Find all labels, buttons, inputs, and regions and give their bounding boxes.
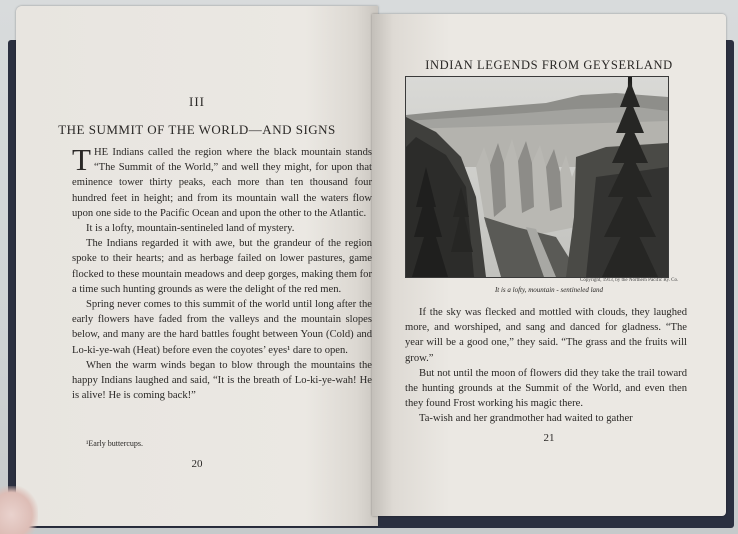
paragraph: But not until the moon of flowers did they take the trail toward the hunting grounds at the Summit of the World, and even then they found Frost working his magic there.	[405, 367, 687, 410]
page-number-right: 21	[543, 432, 555, 444]
paragraph: THE Indians called the region where the black mountain stands “The Summit of the World,” and well they might, for upon that eminence tower thirty peaks, each more than ten thousand four hundred feet in height; and from its mountain wall the waters flow upon one side to the Pacific Ocean and upon the other to the Atlantic.	[72, 142, 372, 219]
chapter-title: THE SUMMIT OF THE WORLD—AND SIGNS	[58, 122, 336, 137]
paragraph: When the warm winds began to blow through the mountains the happy Indians laughed and said, “It is the breath of Lo-ki-ye-wah! He is alive! He is coming back!”	[72, 359, 372, 402]
right-page	[372, 14, 726, 516]
footnote: ¹Early buttercups.	[86, 439, 144, 448]
photo-credit: Copyright, 1913, by the Northern Pacific Ry. Co.	[580, 278, 679, 283]
drop-cap: T	[72, 142, 91, 177]
paragraph: If the sky was flecked and mottled with clouds, they laughed more, and worshiped, and sang and danced for gladness. “The year will be a good one,” they said. “The grass and the fruits will grow.”	[405, 307, 687, 364]
thumb	[0, 486, 38, 534]
canyon-photograph	[405, 76, 669, 278]
paragraph: Ta-wish and her grandmother had waited to gather	[419, 413, 633, 425]
right-page-body	[405, 305, 687, 427]
running-head: INDIAN LEGENDS FROM GEYSERLAND	[425, 58, 673, 72]
left-page-body	[72, 142, 372, 403]
paragraph: It is a lofty, mountain-sentineled land of mystery.	[86, 223, 295, 235]
paragraph: Spring never comes to this summit of the world until long after the early flowers have faded from the valleys and the mountain slopes below, and many are the hard battles fought between Youn (Cold) and Lo-ki-ye-wah (Heat) before even the coyotes’ eyes¹ dare to open.	[72, 299, 372, 356]
chapter-number: III	[189, 94, 205, 109]
left-page	[16, 6, 378, 526]
photo-caption: It is a lofty, mountain - sentineled land	[494, 286, 604, 294]
page-number-left: 20	[191, 458, 203, 470]
paragraph: The Indians regarded it with awe, but the grandeur of the region spoke to their hearts; and as herbage failed on lower pastures, game flocked to these mountain meadows and deep gorges, making them for a time such hunting grounds as were the delight of the red men.	[72, 238, 372, 295]
